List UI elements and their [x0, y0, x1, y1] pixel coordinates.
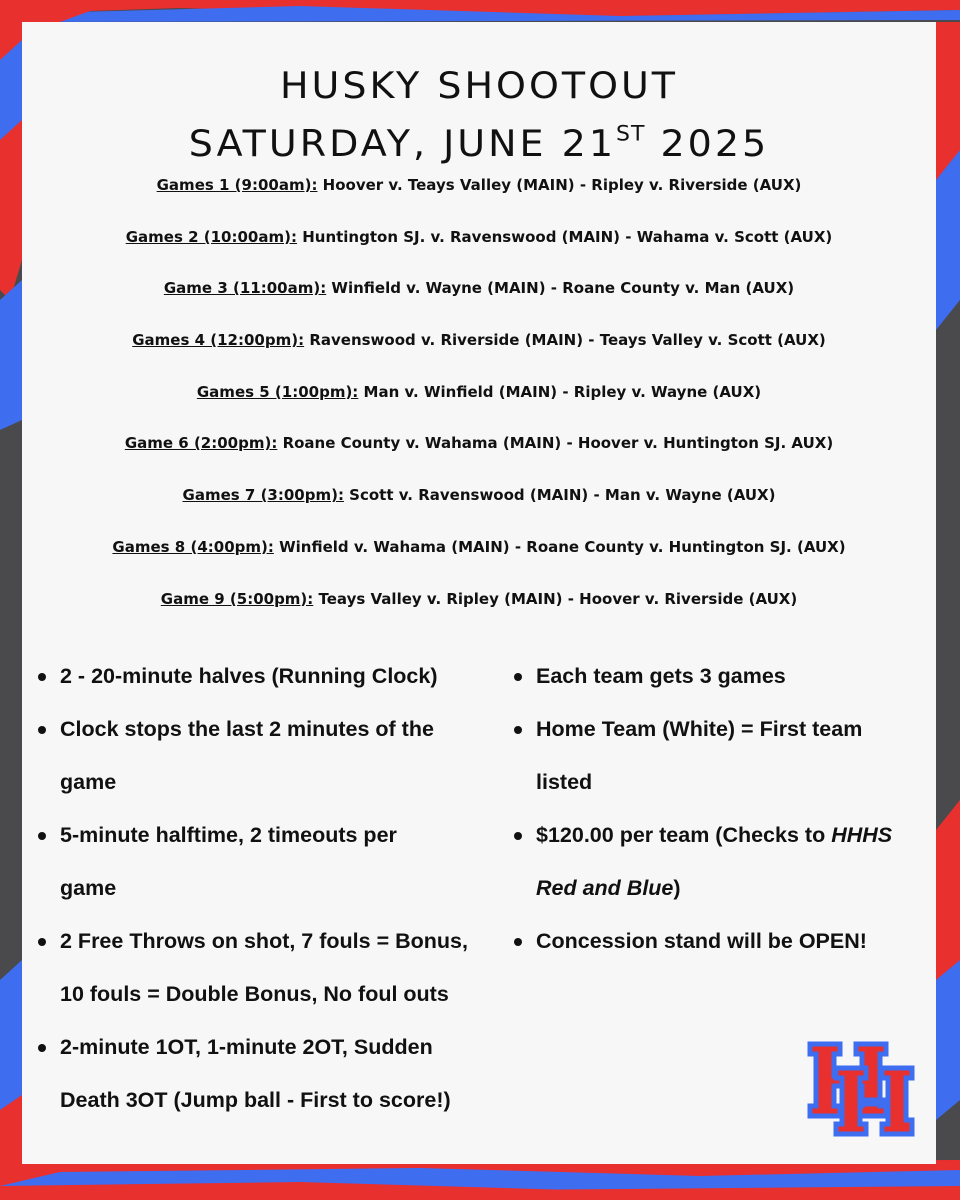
- rule-item: [38, 703, 488, 809]
- rule-item: [38, 1021, 488, 1127]
- game-label: Games 5 (1:00pm):: [196, 382, 359, 401]
- rule-text: 2 - 20-minute halves (Running Clock): [60, 664, 438, 688]
- rule-text: Clock stops the last 2 minutes of the: [60, 717, 434, 741]
- rule-item: [514, 703, 924, 809]
- payee-name-cont: Red and Blue: [536, 876, 674, 900]
- game-row-5: [22, 379, 936, 431]
- game-matchups: Hoover v. Teays Valley (MAIN) - Ripley v. Riverside (AUX): [317, 176, 802, 194]
- game-matchups: Winfield v. Wayne (MAIN) - Roane County v. Man (AUX): [326, 279, 795, 298]
- game-row-6: [22, 430, 936, 482]
- game-row-9: [22, 586, 936, 638]
- bullet-icon: [514, 938, 522, 946]
- game-row-3: [22, 275, 936, 327]
- bullet-icon: [38, 938, 46, 946]
- title-date-suffix: ST: [616, 122, 646, 147]
- game-schedule: [22, 172, 936, 637]
- game-matchups: Teays Valley v. Ripley (MAIN) - Hoover v. Riverside (AUX): [313, 589, 798, 608]
- rule-text-cont: game: [60, 770, 117, 794]
- rule-item: [38, 915, 488, 1021]
- rule-item: [514, 650, 924, 703]
- game-matchups: Winfield v. Wahama (MAIN) - Roane County v. Huntington SJ. (AUX): [273, 537, 846, 556]
- bullet-icon: [38, 1044, 46, 1052]
- game-row-8: [22, 534, 936, 586]
- page-title: [22, 61, 936, 168]
- rule-text: 5-minute halftime, 2 timeouts per: [60, 823, 397, 847]
- rule-text: [536, 809, 924, 862]
- rule-text-cont: Death 3OT (Jump ball - First to score!): [60, 1088, 451, 1112]
- game-label: Games 1 (9:00am):: [156, 176, 318, 194]
- game-row-4: [22, 327, 936, 379]
- bullet-icon: [38, 726, 46, 734]
- title-year: 2025: [645, 122, 770, 165]
- fee-text: $120.00 per team (Checks to: [536, 823, 832, 847]
- bullet-icon: [38, 673, 46, 681]
- bullet-icon: [514, 726, 522, 734]
- rule-text-cont: game: [60, 876, 117, 900]
- rule-item: [38, 650, 488, 703]
- rule-item: [38, 809, 488, 915]
- rule-text: Each team gets 3 games: [536, 664, 786, 688]
- rule-text-cont: listed: [536, 770, 593, 794]
- game-matchups: Roane County v. Wahama (MAIN) - Hoover v. Huntington SJ. AUX): [277, 434, 834, 453]
- rules-list-left: [38, 650, 488, 1127]
- flyer-card: [22, 22, 936, 1164]
- bullet-icon: [514, 673, 522, 681]
- game-row-2: [22, 224, 936, 276]
- game-matchups: Scott v. Ravenswood (MAIN) - Man v. Wayne (AUX): [343, 486, 776, 505]
- title-line-2: [22, 110, 936, 168]
- rule-text: Concession stand will be OPEN!: [536, 929, 867, 953]
- game-label: Games 4 (12:00pm):: [132, 331, 305, 350]
- game-label: Game 6 (2:00pm):: [124, 434, 278, 453]
- rule-text: 2-minute 1OT, 1-minute 2OT, Sudden: [60, 1035, 433, 1059]
- rule-text: 2 Free Throws on shot, 7 fouls = Bonus,: [60, 929, 468, 953]
- game-label: Game 3 (11:00am):: [163, 279, 327, 298]
- game-matchups: Ravenswood v. Riverside (MAIN) - Teays Valley v. Scott (AUX): [304, 331, 826, 350]
- game-label: Games 7 (3:00pm):: [182, 486, 344, 505]
- game-matchups: Huntington SJ. v. Ravenswood (MAIN) - Wahama v. Scott (AUX): [296, 227, 833, 246]
- game-row-7: [22, 482, 936, 534]
- paren-close: ): [673, 876, 681, 900]
- game-label: Game 9 (5:00pm):: [160, 589, 314, 608]
- rule-text-cont: [536, 862, 924, 915]
- game-label: Games 8 (4:00pm):: [112, 537, 274, 556]
- bullet-icon: [38, 832, 46, 840]
- game-matchups: Man v. Winfield (MAIN) - Ripley v. Wayne (AUX): [358, 382, 762, 401]
- rule-text: Home Team (White) = First team: [536, 717, 863, 741]
- game-label: Games 2 (10:00am):: [125, 227, 297, 246]
- payee-name: HHHS: [831, 823, 893, 847]
- bullet-icon: [514, 832, 522, 840]
- rules-list-right: [514, 650, 924, 968]
- rule-text-cont: 10 fouls = Double Bonus, No foul outs: [60, 982, 449, 1006]
- rule-item: [514, 809, 924, 915]
- title-line-1: HUSKY SHOOTOUT: [279, 64, 679, 107]
- game-row-1: [22, 172, 936, 224]
- title-date: SATURDAY, JUNE 21: [188, 122, 616, 165]
- rule-item: [514, 915, 924, 968]
- hh-logo: [806, 1040, 922, 1138]
